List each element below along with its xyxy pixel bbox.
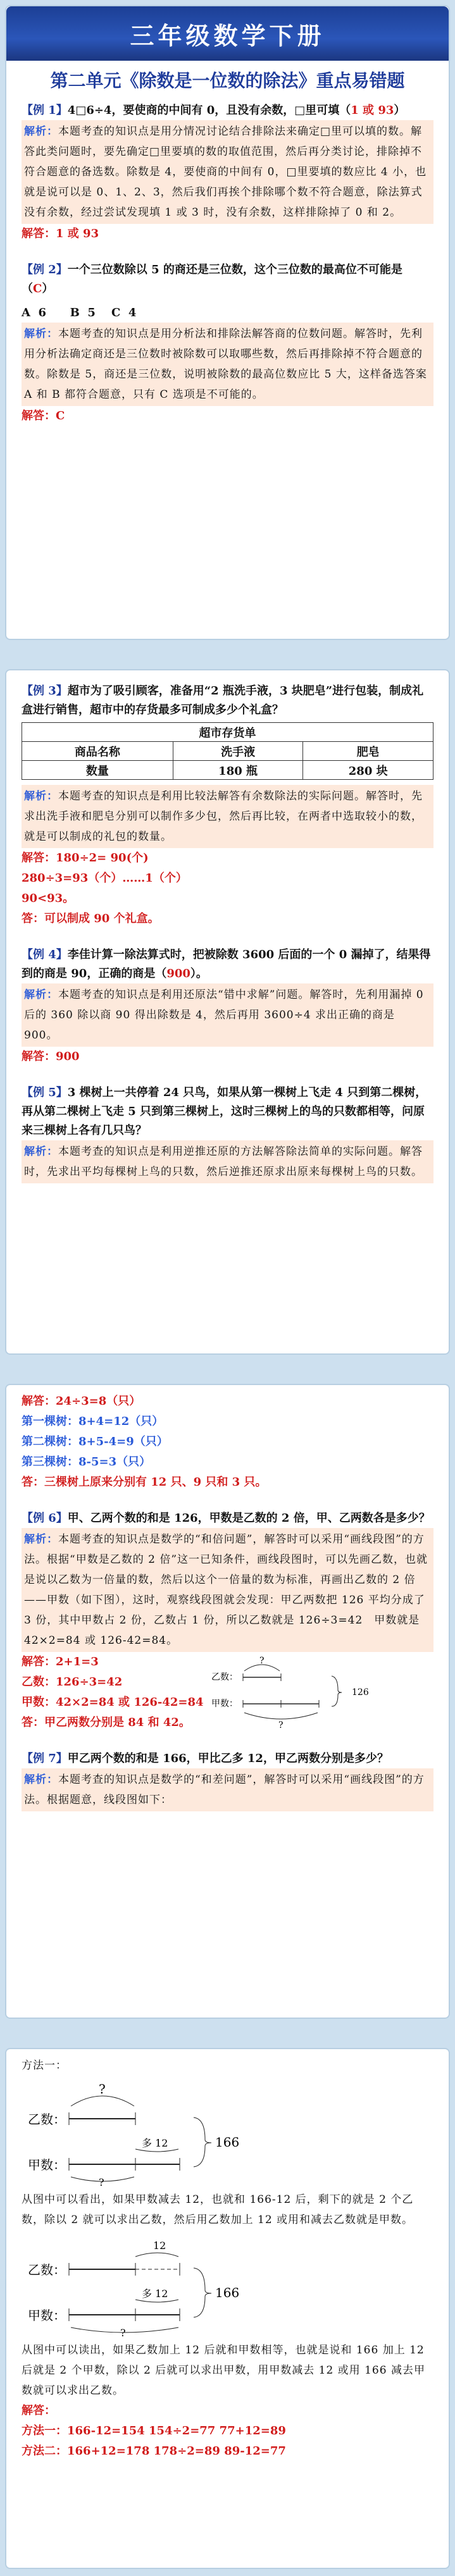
ex3-analysis-text: 本题考查的知识点是利用比较法解答有余数除法的实际问题。解答时，先求出洗手液和肥皂分别可以制作多少包，然后再比较，在两者中选取较小的数，就是可以制成的礼包的数量。 bbox=[24, 790, 423, 843]
ex1-analysis bbox=[22, 120, 433, 224]
table-header: 洗手液 bbox=[173, 742, 303, 761]
ex5-analysis-tag: 解析： bbox=[24, 1145, 58, 1158]
ex2-blank-answer: C bbox=[33, 282, 42, 295]
method1-label: 方法一： bbox=[22, 2059, 67, 2072]
ex6-tag: 【例 6】 bbox=[22, 1512, 68, 1525]
table-header: 商品名称 bbox=[22, 742, 173, 761]
ex6-text: 甲、乙两个数的和是 126，甲数是乙数的 2 倍，甲、乙两数各是多少？ bbox=[67, 1512, 430, 1525]
inventory-table bbox=[22, 722, 433, 780]
ex5-answer-line: 第二棵树：8+5-4=9（只） bbox=[22, 1435, 168, 1448]
ex7-explanation-1: 从图中可以看出，如果甲数减去 12，也就和 166-12 后，剩下的就是 2 个乙数，除以 2 就可以求出乙数，然后用乙数加上 12 或用和减去乙数就是甲数。 bbox=[22, 2193, 414, 2226]
card-1 bbox=[6, 6, 449, 639]
ex2-analysis-text: 本题考查的知识点是用分析法和排除法解答商的位数问题。解答时，先利用分析法确定商还是三位数时被除数可以取哪些数，然后再排除掉不符合题意的数。除数是 5，商还是三位数，说明被除数的最高位数应比 5 大，这样备选答案 A 和 B 都符合题意，只有 C 选项是不可能的。 bbox=[24, 328, 427, 401]
ex1-answer: 解答：1 或 93 bbox=[22, 227, 99, 240]
ex4-analysis bbox=[22, 983, 433, 1047]
table-row bbox=[22, 761, 433, 780]
ex3-question bbox=[22, 682, 433, 720]
ex6-analysis-text: 本题考查的知识点是数学的“和倍问题”，解答时可以采用“画线段图”的方法。根据“甲数是乙数的 2 倍”这一已知条件，画线段图时，可以先画乙数，也就是说以乙数为一倍量的数，然后以这个一倍量的数为标准，再画出乙数的 2 倍——甲数（如下图），这时，观察线段图就会发现：甲乙两数把 126 平均分成了 3 份，其中甲数占 2 份，乙数占 1 份，所以乙数就是 126÷3=42 甲数就是 42×2=84 或 126-42=84。 bbox=[24, 1533, 428, 1647]
ex5-answer-line: 解答：24÷3=8（只） bbox=[22, 1395, 141, 1408]
ex6-answer-line: 解答：2+1=3 bbox=[22, 1655, 99, 1668]
diagram-label-jia: 甲数： bbox=[28, 2308, 66, 2323]
ex7-explanation-2: 从图中可以读出，如果乙数加上 12 后就和甲数相等，也就是说和 166 加上 12 后就是 2 个甲数，除以 2 后就可以求出甲数，用甲数减去 12 或用 166 减去甲数就可以求出乙数。 bbox=[22, 2344, 425, 2397]
ex3-analysis bbox=[22, 785, 433, 848]
ex4-analysis-text: 本题考查的知识点是利用还原法“错中求解”问题。解答时，先利用漏掉 0 后的 360 除以商 90 得出除数是 4，然后再用 3600÷4 求出正确的商是 900。 bbox=[24, 989, 424, 1042]
diagram-label-yi: 乙数： bbox=[28, 2262, 66, 2277]
ex6-analysis-tag: 解析： bbox=[24, 1533, 58, 1546]
ex4-blank-answer: 900 bbox=[166, 967, 190, 980]
ex5-text: 3 棵树上一共停着 24 只鸟，如果从第一棵树上飞走 4 只到第二棵树，再从第二棵树上飞走 5 只到第三棵树上，这时三棵树上的鸟的只数都相等，问原来三棵树上各有几只鸟？ bbox=[22, 1086, 427, 1137]
diagram-label-yi: 乙数： bbox=[211, 1672, 238, 1682]
ex5-answer-line: 第三棵树：8-5=3（只） bbox=[22, 1455, 151, 1469]
unit-title: 第二单元《除数是一位数的除法》重点易错题 bbox=[50, 70, 405, 91]
ex4-end: ）。 bbox=[190, 967, 208, 980]
ex5-analysis-text: 本题考查的知识点是利用逆推还原的方法解答除法简单的实际问题。解答时，先求出平均每棵树上鸟的只数，然后逆推还原求出原来每棵树上鸟的只数。 bbox=[24, 1145, 423, 1178]
ex2-text: 一个三位数除以 5 的商还是三位数，这个三位数的最高位不可能是（ bbox=[22, 263, 402, 295]
ex4-analysis-tag: 解析： bbox=[24, 989, 58, 1001]
ex7-answer-line: 方法一：166-12=154 154÷2=77 77+12=89 bbox=[22, 2424, 286, 2437]
diagram-question-mark: ? bbox=[99, 2176, 104, 2187]
diagram-question-mark: ? bbox=[259, 1656, 265, 1666]
diagram-question-mark: ? bbox=[120, 2327, 126, 2338]
ex6-question bbox=[22, 1509, 433, 1528]
diagram-diff-label: 多 12 bbox=[142, 2137, 168, 2149]
ex1-tag: 【例 1】 bbox=[22, 104, 68, 117]
diagram-question-mark: ? bbox=[278, 1720, 284, 1730]
ex3-text: 超市为了吸引顾客，准备用“2 瓶洗手液，3 块肥皂”进行包装，制成礼盒进行销售，超市中的存货最多可制成多少个礼盒？ bbox=[22, 684, 424, 717]
card-4 bbox=[6, 2049, 449, 2568]
ex1-blank-answer: 1 或 93 bbox=[351, 104, 394, 117]
table-header-row bbox=[22, 742, 433, 761]
diagram-label-jia: 甲数： bbox=[211, 1699, 238, 1709]
table-title: 超市存货单 bbox=[22, 723, 433, 742]
ex5-tag: 【例 5】 bbox=[22, 1086, 68, 1099]
ex2-question bbox=[22, 261, 433, 299]
ex6-answer-line: 乙数：126÷3=42 bbox=[22, 1675, 123, 1689]
diagram-total: 126 bbox=[351, 1687, 369, 1698]
card-3 bbox=[6, 1385, 449, 2018]
ex1-text: 4□6÷4，要使商的中间有 0，且没有余数，□里可填（ bbox=[67, 104, 351, 117]
ex7-text: 甲乙两个数的和是 166，甲比乙多 12，甲乙两数分别是多少？ bbox=[67, 1752, 389, 1765]
ex2-tag: 【例 2】 bbox=[22, 263, 68, 276]
ex2-answer: 解答：C bbox=[22, 409, 65, 422]
ex5-answer-line: 第一棵树：8+4=12（只） bbox=[22, 1415, 164, 1428]
ex3-answer-line: 280÷3=93（个）……1（个） bbox=[22, 872, 187, 885]
ex3-analysis-tag: 解析： bbox=[24, 790, 58, 803]
ex1-end: ） bbox=[394, 104, 406, 117]
ex7-answer-line: 解答： bbox=[22, 2404, 56, 2417]
ex4-question bbox=[22, 946, 433, 983]
ex5-answer-line: 答：三棵树上原来分别有 12 只、9 只和 3 只。 bbox=[22, 1476, 267, 1489]
ex1-question bbox=[22, 101, 433, 120]
ex7-tag: 【例 7】 bbox=[22, 1752, 68, 1765]
ex4-text: 李佳计算一除法算式时，把被除数 3600 后面的一个 0 漏掉了，结果得到的商是 90，正确的商是（ bbox=[22, 948, 431, 980]
diagram-diff-label: 多 12 bbox=[142, 2288, 168, 2300]
diagram-label-jia: 甲数： bbox=[28, 2157, 66, 2172]
ex2-options: A 6 B 5 C 4 bbox=[22, 306, 137, 319]
ex1-analysis-tag: 解析： bbox=[24, 125, 58, 138]
diagram-top-label: 12 bbox=[153, 2240, 166, 2252]
diagram-question-mark: ? bbox=[99, 2081, 106, 2097]
ex2-end: ） bbox=[42, 282, 54, 295]
ex7-answer-line: 方法二：166+12=178 178÷2=89 89-12=77 bbox=[22, 2444, 286, 2458]
ex5-analysis bbox=[22, 1140, 433, 1183]
ex7-analysis-tag: 解析： bbox=[24, 1773, 58, 1786]
ex7-diagram-1 bbox=[22, 2080, 275, 2187]
ex5-question bbox=[22, 1083, 433, 1140]
table-cell: 180 瓶 bbox=[173, 761, 303, 780]
ex4-tag: 【例 4】 bbox=[22, 948, 68, 961]
ex4-answer: 解答：900 bbox=[22, 1050, 80, 1063]
ex6-answer-line: 甲数：42×2=84 或 126-42=84 bbox=[22, 1696, 204, 1709]
table-cell: 数量 bbox=[22, 761, 173, 780]
ex7-question bbox=[22, 1749, 433, 1768]
diagram-label-yi: 乙数： bbox=[28, 2112, 66, 2127]
ex2-analysis bbox=[22, 323, 433, 406]
ex7-analysis bbox=[22, 1768, 433, 1811]
ex3-answer-line: 90<93。 bbox=[22, 892, 75, 905]
table-cell: 280 块 bbox=[303, 761, 433, 780]
ex6-analysis bbox=[22, 1528, 433, 1652]
ex3-tag: 【例 3】 bbox=[22, 684, 68, 698]
ex7-analysis-text: 本题考查的知识点是数学的“和差问题”，解答时可以采用“画线段图”的方法。根据题意，线段图如下： bbox=[24, 1773, 425, 1806]
diagram-total: 166 bbox=[215, 2135, 240, 2150]
ex6-answer-line: 答：甲乙两数分别是 84 和 42。 bbox=[22, 1716, 190, 1729]
ex7-diagram-2 bbox=[22, 2230, 275, 2338]
diagram-total: 166 bbox=[215, 2285, 240, 2300]
ex3-answer-line: 答：可以制成 90 个礼盒。 bbox=[22, 912, 159, 925]
ex6-answer-block bbox=[22, 1652, 433, 1733]
page-banner: 三年级数学下册 bbox=[6, 6, 449, 61]
ex2-analysis-tag: 解析： bbox=[24, 328, 58, 340]
ex6-line-diagram bbox=[211, 1655, 376, 1730]
ex1-analysis-text: 本题考查的知识点是用分情况讨论结合排除法来确定□里可以填的数。解答此类问题时，要先确定□里要填的数的取值范围，然后再分类讨论，排除掉不符合题意的备选数。除数是 4，要使商的中间有 0，□里要填的数应比 4 小，也就是说可以是 0、1、2、3，然后我们再挨个排除哪个数不符合题意，除法算式没有余数，经过尝试发现填 1 或 3 时，没有余数，这样排除掉了 0 和 2。 bbox=[24, 125, 427, 219]
ex3-answer-line: 解答：180÷2= 90(个) bbox=[22, 851, 149, 865]
table-header: 肥皂 bbox=[303, 742, 433, 761]
card-2 bbox=[6, 670, 449, 1353]
